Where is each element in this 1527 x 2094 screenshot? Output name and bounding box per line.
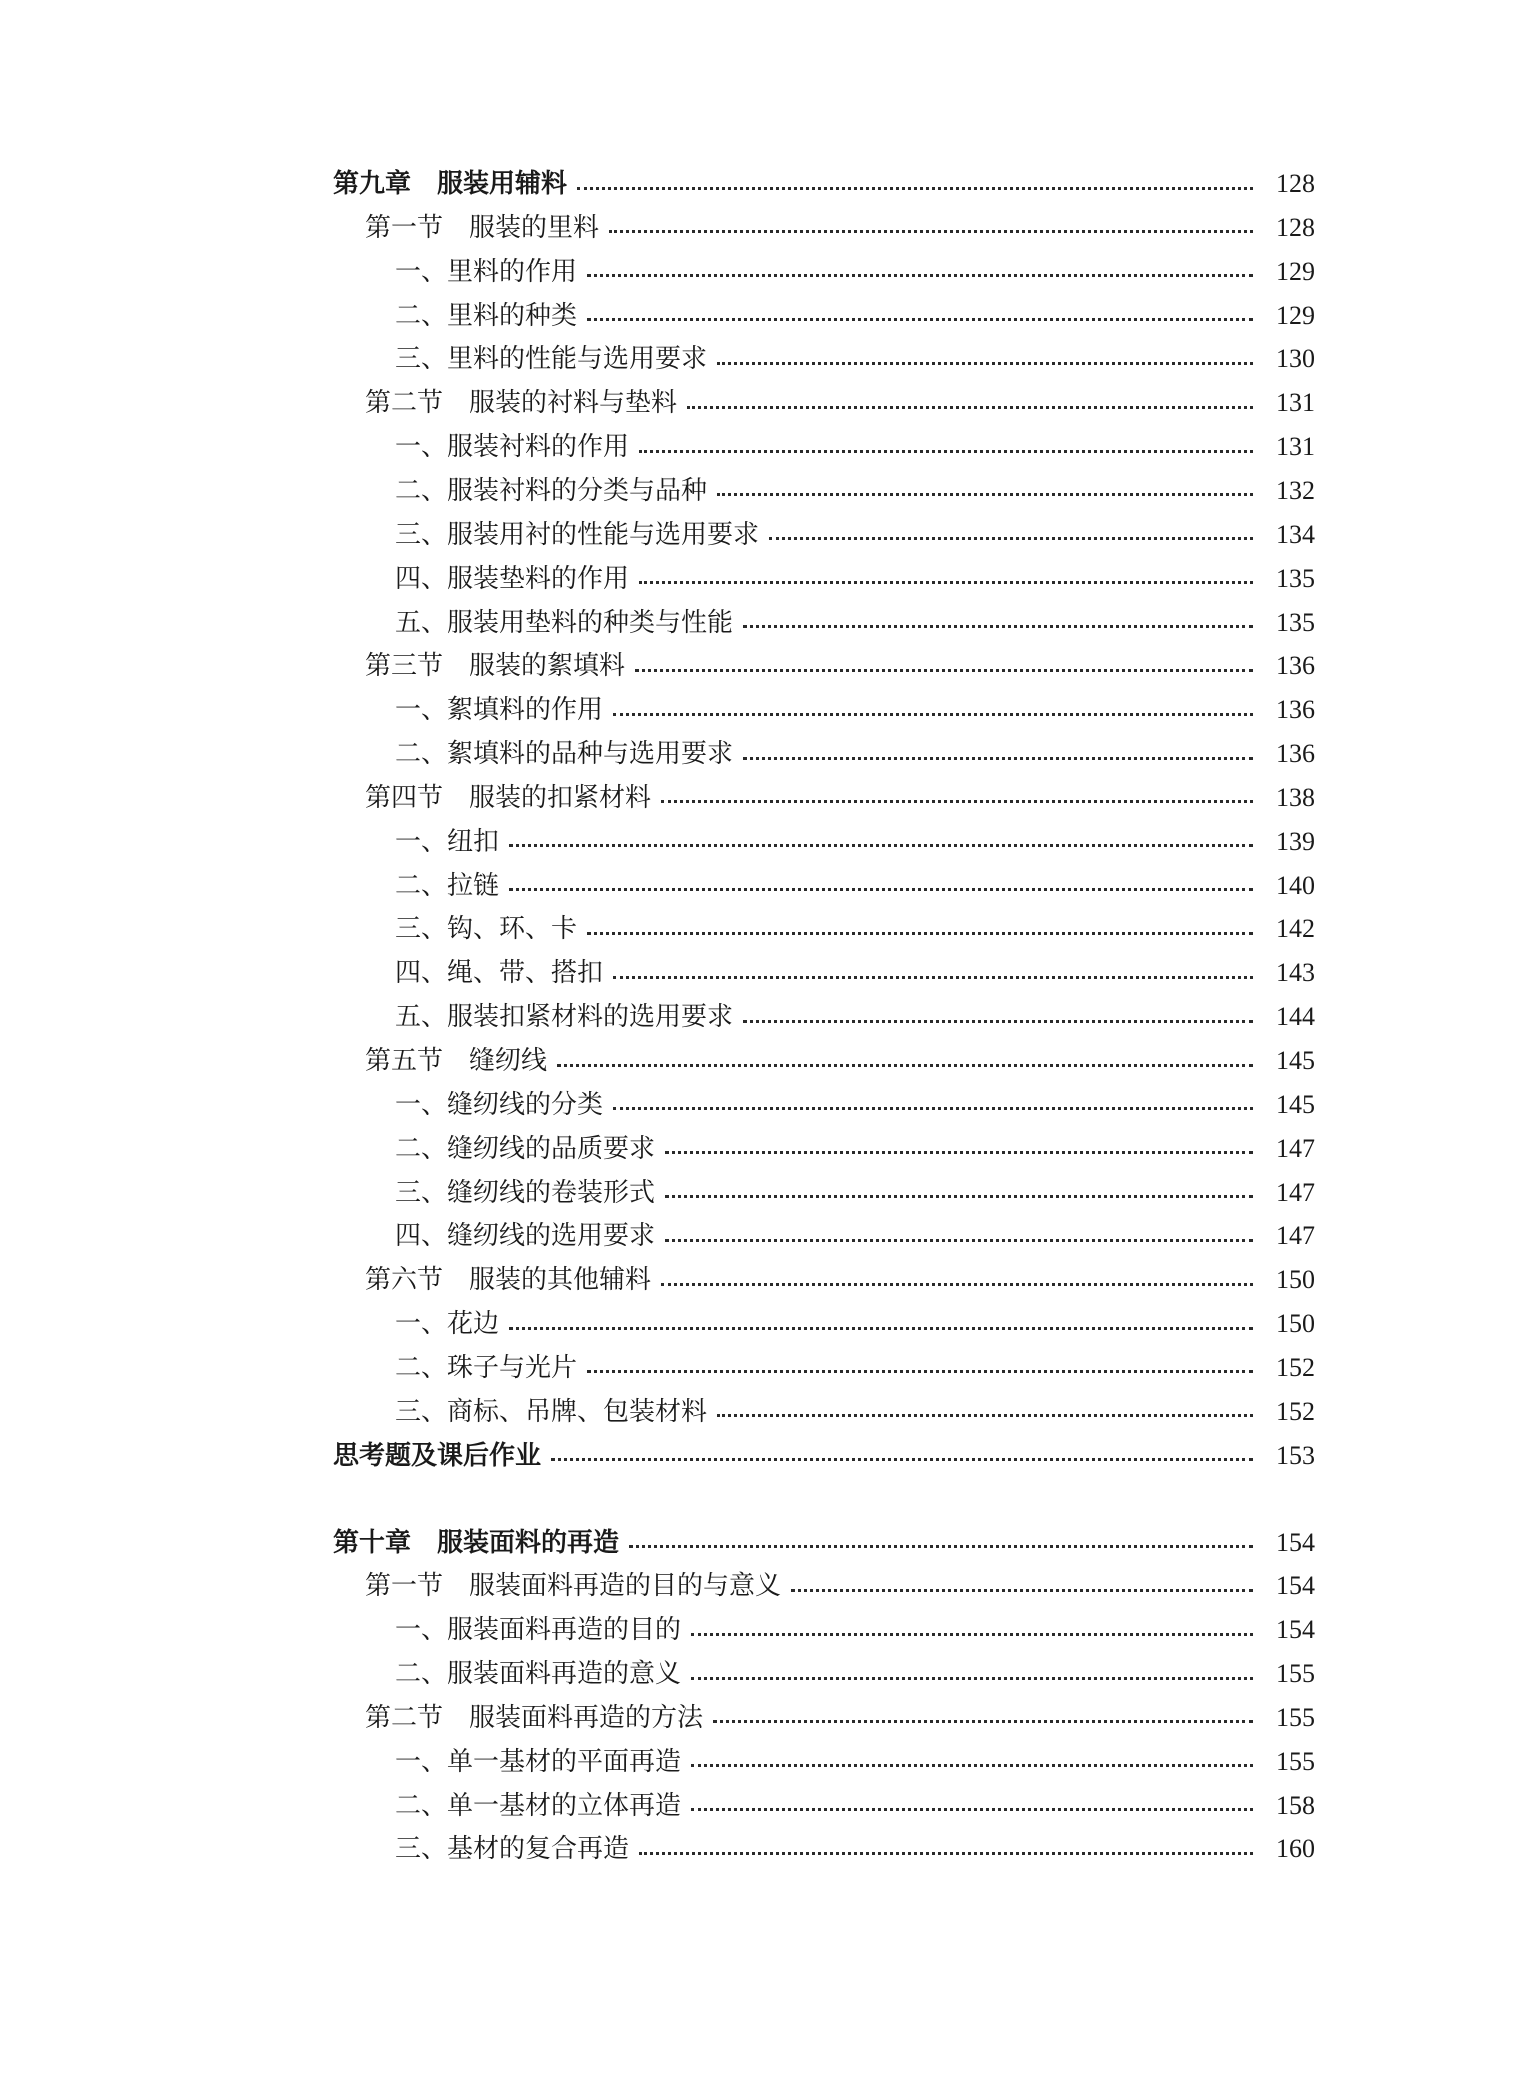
dot-leader [743,625,1253,628]
toc-entry-label [395,953,603,993]
toc-entry-title: 三、商标、吊牌、包装材料 [395,1396,708,1427]
toc-entry-label [365,1566,781,1606]
toc-entry-title: 一、里料的作用 [395,256,578,287]
toc-page-number: 152 [1276,1352,1315,1382]
toc-page-number: 136 [1276,739,1315,769]
toc-page-number: 134 [1276,519,1315,549]
toc-page-number: 155 [1276,1746,1315,1776]
dot-leader [639,581,1253,584]
toc-entry-label [395,997,733,1037]
dot-leader [587,318,1253,321]
toc-entry-label [395,734,733,774]
toc-entry-title: 三、钩、环、卡 [395,914,578,945]
toc-item-row [333,559,1315,599]
toc-page-number: 129 [1276,256,1315,286]
toc-page-number: 153 [1276,1440,1315,1470]
toc-page-number: 140 [1276,870,1315,900]
toc-page-number: 150 [1276,1265,1315,1295]
toc-entry-title: 四、绳、带、搭扣 [395,958,604,989]
dot-leader [613,1107,1253,1110]
dot-leader [613,713,1253,716]
toc-entry-title: 服装的衬料与垫料 [469,388,678,419]
toc-entry-label [395,471,707,511]
toc-item-row [333,1829,1315,1869]
dot-leader [509,1327,1253,1330]
toc-item-row [333,1304,1315,1344]
dot-leader [509,844,1253,847]
toc-entry-title: 服装的絮填料 [469,651,626,682]
toc-item-row [333,1085,1315,1125]
toc-entry-label [395,603,733,643]
dot-leader [639,1852,1253,1855]
toc-item-row [333,1348,1315,1388]
toc-entry-title: 服装面料再造的方法 [469,1702,704,1733]
dot-leader [717,1414,1253,1417]
dot-leader [691,1764,1253,1767]
toc-entry-label [395,866,499,906]
toc-entry-label [395,1173,655,1213]
toc-entry-title: 五、服装用垫料的种类与性能 [395,607,734,638]
toc-entry-number: 第十章 [333,1527,412,1558]
toc-section-row [333,1698,1315,1738]
dot-leader [665,1195,1253,1198]
toc-entry-label [395,1742,681,1782]
toc-entry-number: 第二节 [365,388,444,419]
toc-page-number: 158 [1276,1790,1315,1820]
toc-entry-label [395,339,707,379]
dot-leader [609,230,1253,233]
toc-entry-number: 第二节 [365,1702,444,1733]
toc-entry-label [395,1085,603,1125]
toc-entry-title: 二、服装面料再造的意义 [395,1659,682,1690]
toc-entry-title: 二、服装衬料的分类与品种 [395,475,708,506]
toc-entry-label [365,778,651,818]
dot-leader [691,1633,1253,1636]
toc-entry-title: 服装的里料 [469,212,600,243]
toc-entry-title: 一、缝纫线的分类 [395,1089,604,1120]
dot-leader [587,1370,1253,1373]
toc-entry-title: 服装面料再造的目的与意义 [469,1571,782,1602]
toc-item-row [333,252,1315,292]
toc-page-number: 139 [1276,826,1315,856]
toc-item-row [333,1392,1315,1432]
toc-page-number: 129 [1276,300,1315,330]
dot-leader [551,1458,1253,1461]
toc-section-row [333,646,1315,686]
toc-entry-title: 二、珠子与光片 [395,1352,578,1383]
dot-leader [587,274,1253,277]
toc-item-row [333,1129,1315,1169]
toc-item-row [333,1173,1315,1213]
toc-page-number: 154 [1276,1615,1315,1645]
toc-entry-label [365,383,677,423]
toc-item-row [333,339,1315,379]
toc-entry-title: 二、里料的种类 [395,300,578,331]
toc-item-row [333,1654,1315,1694]
toc-section-row [333,383,1315,423]
toc-page-number: 131 [1276,388,1315,418]
toc-item-row [333,1742,1315,1782]
toc-entry-label [365,1698,703,1738]
toc-item-row [333,427,1315,467]
toc-entry-label [333,1436,541,1476]
toc-entry-title: 一、服装面料再造的目的 [395,1615,682,1646]
toc-item-row [333,909,1315,949]
toc-entry-label [333,164,567,204]
toc-entry-title: 服装面料的再造 [437,1527,620,1558]
toc-page-number: 135 [1276,563,1315,593]
dot-leader [717,362,1253,365]
dot-leader [557,1064,1253,1067]
toc-page-number: 154 [1276,1527,1315,1557]
toc-entry-label [365,208,599,248]
dot-leader [769,537,1253,540]
toc-entry-label [395,909,577,949]
toc-entry-label [395,1786,681,1826]
toc-item-row [333,822,1315,862]
toc-entry-title: 一、花边 [395,1309,500,1340]
toc-entry-number: 第六节 [365,1265,444,1296]
toc-entry-title: 二、缝纫线的品质要求 [395,1133,656,1164]
toc-page-number: 138 [1276,782,1315,812]
toc-entry-number: 第四节 [365,782,444,813]
toc-entry-title: 一、单一基材的平面再造 [395,1746,682,1777]
toc-page-number: 130 [1276,344,1315,374]
toc-page-number: 160 [1276,1834,1315,1864]
toc-page-number: 147 [1276,1177,1315,1207]
toc-entry-label [395,690,603,730]
toc-entry-label [395,1304,499,1344]
toc-entry-title: 一、纽扣 [395,826,500,857]
dot-leader [791,1589,1253,1592]
toc-entry-label [395,1654,681,1694]
dot-leader [743,1020,1253,1023]
toc-entry-title: 二、拉链 [395,870,500,901]
toc-item-row [333,1786,1315,1826]
toc-page-number: 135 [1276,607,1315,637]
toc-page-number: 155 [1276,1659,1315,1689]
dot-leader [639,450,1253,453]
toc-page-number: 145 [1276,1046,1315,1075]
toc-page-number: 143 [1276,958,1315,988]
toc-entry-label [395,822,499,862]
toc-item-row [333,1610,1315,1650]
toc-entry-title: 三、缝纫线的卷装形式 [395,1177,656,1208]
toc-chapter-row [333,1523,1315,1563]
toc-entry-title: 四、服装垫料的作用 [395,563,630,594]
toc-entry-title: 四、缝纫线的选用要求 [395,1221,656,1252]
toc-entry-label [395,1348,577,1388]
toc-section-row [333,1041,1315,1081]
toc-entry-title: 一、服装衬料的作用 [395,432,630,463]
toc-entry-label [365,1041,547,1081]
dot-leader [665,1239,1253,1242]
toc-item-row [333,866,1315,906]
toc-chapter-row [333,164,1315,204]
dot-leader [635,669,1253,672]
toc-entry-title: 二、絮填料的品种与选用要求 [395,739,734,770]
toc-entry-label [395,515,759,555]
toc-entry-label [395,1216,655,1256]
toc-entry-title: 三、里料的性能与选用要求 [395,344,708,375]
toc-entry-label [395,1392,707,1432]
toc-entry-title: 五、服装扣紧材料的选用要求 [395,1002,734,1033]
toc-item-row [333,997,1315,1037]
dot-leader [691,1808,1253,1811]
toc-entry-label [395,296,577,336]
toc-entry-label [395,1129,655,1169]
toc-item-row [333,515,1315,555]
toc-page-number: 154 [1276,1571,1315,1601]
toc-item-row [333,296,1315,336]
toc-section-row [333,778,1315,818]
dot-leader [687,406,1253,409]
dot-leader [661,1283,1253,1286]
toc-entry-title: 服装的其他辅料 [469,1265,652,1296]
toc-entry-label [395,1829,629,1869]
toc-page-number: 144 [1276,1002,1315,1032]
toc-item-row [333,953,1315,993]
dot-leader [577,187,1253,190]
toc-entry-label [333,1523,619,1563]
toc-section-row [333,1566,1315,1606]
toc-entry-title: 缝纫线 [469,1046,548,1076]
dot-leader [691,1677,1253,1680]
toc-entry-label [395,1610,681,1650]
toc-page-number: 152 [1276,1396,1315,1426]
toc-page-number: 147 [1276,1133,1315,1163]
toc-entry-number: 第三节 [365,651,444,682]
toc-entry-title: 服装用辅料 [437,169,568,199]
toc-page-number: 136 [1276,695,1315,725]
toc-page-number: 142 [1276,914,1315,944]
toc-entry-label [365,646,625,686]
toc-entry-label [395,559,629,599]
dot-leader [665,1151,1253,1154]
toc-entry-title: 思考题及课后作业 [333,1440,542,1471]
dot-leader [743,757,1253,760]
toc-entry-number: 第一节 [365,1571,444,1602]
toc-entry-number: 第一节 [365,212,444,243]
toc-page-number: 147 [1276,1221,1315,1251]
toc-section-row [333,1260,1315,1300]
toc-entry-label [395,427,629,467]
dot-leader [613,976,1253,979]
dot-leader [587,932,1253,935]
toc-item-row [333,690,1315,730]
toc-item-row [333,603,1315,643]
toc-entry-title: 三、基材的复合再造 [395,1834,630,1865]
toc-entry-title: 服装的扣紧材料 [469,782,652,813]
dot-leader [713,1720,1253,1723]
dot-leader [509,888,1253,891]
toc-entry-label [395,252,577,292]
toc-section-row [333,208,1315,248]
toc-page-number: 128 [1276,212,1315,242]
toc-page-number: 128 [1276,169,1315,198]
toc-item-row [333,1216,1315,1256]
toc-page-number: 131 [1276,432,1315,462]
toc-entry-title: 三、服装用衬的性能与选用要求 [395,519,760,550]
toc-entry-number: 第五节 [365,1046,444,1076]
dot-leader [629,1545,1253,1548]
toc-summary-row [333,1436,1315,1476]
toc-entry-number: 第九章 [333,169,412,199]
toc-entry-title: 一、絮填料的作用 [395,695,604,726]
toc-entry-title: 二、单一基材的立体再造 [395,1790,682,1821]
toc-page-number: 145 [1276,1089,1315,1119]
dot-leader [717,493,1253,496]
toc-item-row [333,734,1315,774]
toc-page-number: 155 [1276,1702,1315,1732]
toc-page-number: 136 [1276,651,1315,681]
toc-page-number: 150 [1276,1309,1315,1339]
toc-entry-label [365,1260,651,1300]
dot-leader [661,800,1253,803]
toc-page-number: 132 [1276,475,1315,505]
toc-item-row [333,471,1315,511]
